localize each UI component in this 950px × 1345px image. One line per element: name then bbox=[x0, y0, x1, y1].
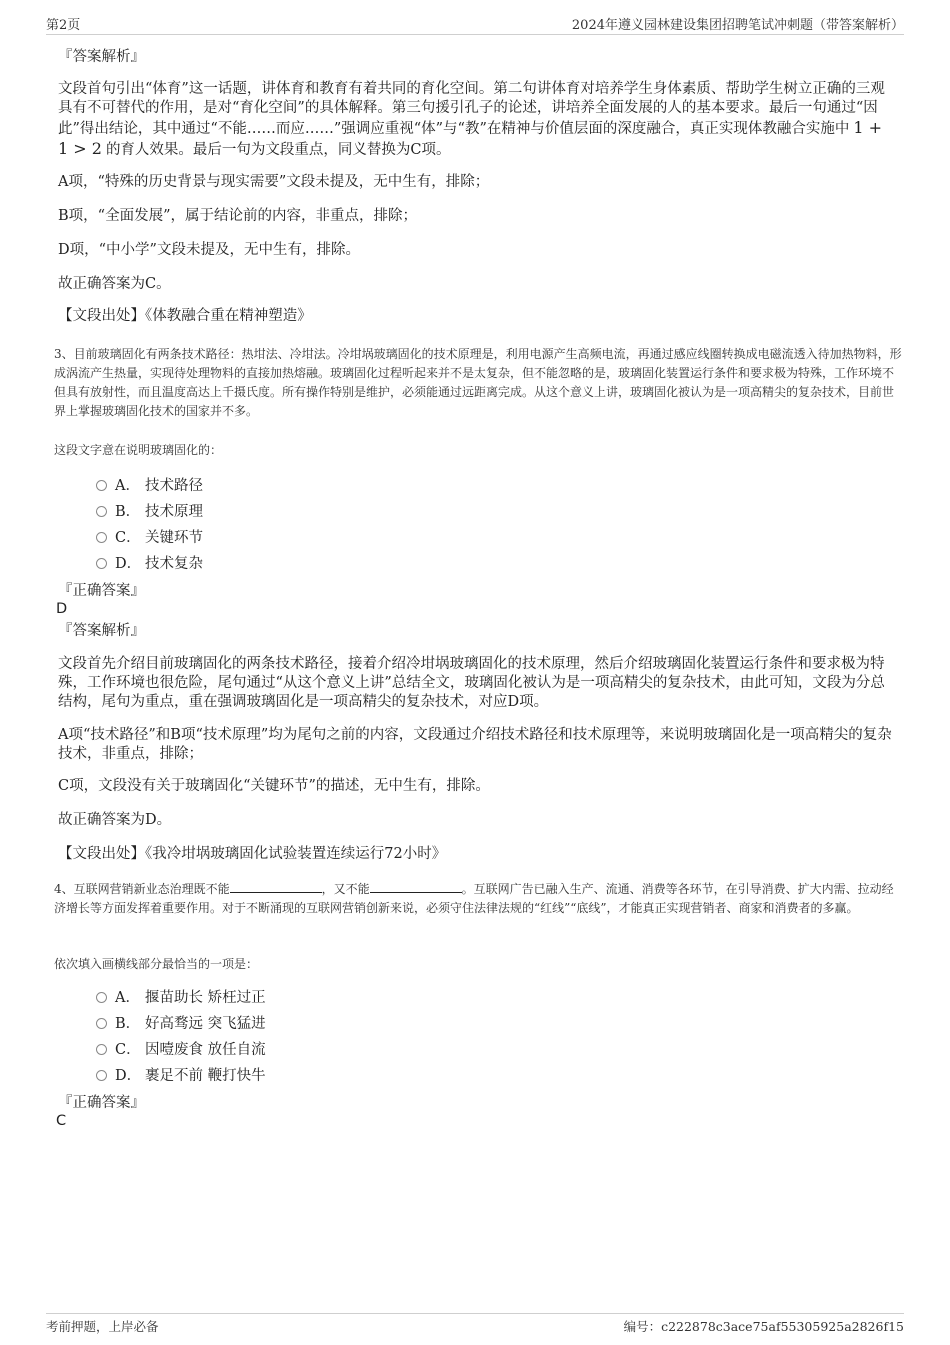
q3-analysis-heading: 『答案解析』 bbox=[58, 623, 145, 639]
radio-icon[interactable] bbox=[96, 558, 107, 569]
option-text: 裹足不前 鞭打快牛 bbox=[145, 1068, 266, 1084]
q4-option-a[interactable] bbox=[96, 988, 266, 1008]
q3-option-b[interactable] bbox=[96, 502, 203, 522]
q3-option-a[interactable] bbox=[96, 476, 203, 496]
q2-conclusion: 故正确答案为C。 bbox=[58, 276, 171, 292]
q2-analysis-heading: 『答案解析』 bbox=[58, 49, 145, 65]
q4-blank-2 bbox=[370, 880, 462, 893]
q3-option-d[interactable] bbox=[96, 554, 203, 574]
q4-answer: C bbox=[56, 1113, 67, 1129]
option-label: A． bbox=[115, 990, 140, 1006]
option-label: B． bbox=[115, 504, 141, 520]
q3-note-ab: A项“技术路径”和B项“技术原理”均为尾句之前的内容，文段通过介绍技术路径和技术原理等，来说明玻璃固化是一项高精尖的复杂技术，非重点，排除； bbox=[58, 727, 892, 762]
q4-blank-1 bbox=[230, 880, 322, 893]
radio-icon[interactable] bbox=[96, 532, 107, 543]
q3-analysis: 文段首先介绍目前玻璃固化的两条技术路径，接着介绍冷坩埚玻璃固化的技术原理，然后介绍玻璃固化装置运行条件和要求极为特殊，工作环境也很危险，尾句通过“从这个意义上讲”总结全文，玻璃固化被认为是一项高精尖的复杂技术，由此可知，文段为分总结构，尾句为重点，重在强调玻璃固化是一项高精尖的复杂技术，对应D项。 bbox=[58, 656, 885, 710]
option-label: C． bbox=[115, 530, 141, 546]
q3-option-c[interactable] bbox=[96, 528, 203, 548]
radio-icon[interactable] bbox=[96, 506, 107, 517]
q3-source: 【文段出处】《我冷坩埚玻璃固化试验装置连续运行72小时》 bbox=[58, 846, 447, 862]
option-label: A． bbox=[115, 478, 140, 494]
document-code: 编号：c222878c3ace75af55305925a2826f15 bbox=[623, 1319, 904, 1334]
q4-stem-part-3: 。互联网广告已融入生产、流通、消费等各环节，在引导消费、扩大内需、拉动经济增长等方面发挥着重要作用。对于不断涌现的互联网营销创新来说，必须守住法律法规的“红线”“底线”，才能真正实现营销者、商家和消费者的多赢。 bbox=[54, 882, 894, 915]
option-text: 技术原理 bbox=[145, 504, 203, 520]
page-number: 第2页 bbox=[46, 18, 81, 33]
option-text: 揠苗助长 矫枉过正 bbox=[145, 990, 266, 1006]
option-text: 技术路径 bbox=[145, 478, 203, 494]
q4-answer-heading: 『正确答案』 bbox=[58, 1095, 145, 1111]
option-label: D． bbox=[115, 1068, 142, 1084]
radio-icon[interactable] bbox=[96, 992, 107, 1003]
option-label: D． bbox=[115, 556, 142, 572]
q2-analysis-text-2: 的育人效果。最后一句为文段重点，同义替换为C项。 bbox=[105, 142, 451, 158]
q2-analysis-math: 1 + 1 > 2 bbox=[58, 118, 883, 158]
option-text: 好高骛远 突飞猛进 bbox=[145, 1016, 266, 1032]
q2-analysis-text-1: 文段首句引出“体育”这一话题，讲体育和教育有着共同的育化空间。第二句讲体育对培养学生身体素质、帮助学生树立正确的三观具有不可替代的作用，是对“育化空间”的具体解释。第三句援引孔子的论述，讲培养全面发展的人的基本要求。最后一句通过“因此”得出结论，其中通过“不能……而应……”强调应重视“体”与“教”在精神与价值层面的深度融合，真正实现体教融合实施中 bbox=[58, 81, 885, 137]
option-label: C． bbox=[115, 1042, 141, 1058]
q4-stem-part-2: ，又不能 bbox=[321, 882, 370, 896]
document-title: 2024年遵义园林建设集团招聘笔试冲刺题（带答案解析） bbox=[571, 18, 904, 33]
page-footer bbox=[46, 1313, 904, 1335]
q4-stem-part-1: 4、互联网营销新业态治理既不能 bbox=[54, 882, 230, 896]
radio-icon[interactable] bbox=[96, 1070, 107, 1081]
page-header bbox=[46, 14, 904, 35]
q2-note-d: D项，“中小学”文段未提及，无中生有，排除。 bbox=[58, 242, 360, 258]
q2-note-b: B项，“全面发展”，属于结论前的内容，非重点，排除； bbox=[58, 208, 417, 224]
q4-option-c[interactable] bbox=[96, 1040, 266, 1060]
q3-conclusion: 故正确答案为D。 bbox=[58, 812, 172, 828]
option-text: 因噎废食 放任自流 bbox=[145, 1042, 266, 1058]
q3-stem: 3、目前玻璃固化有两条技术路径：热坩法、冷坩法。冷坩埚玻璃固化的技术原理是，利用电源产生高频电流，再通过感应线圈转换成电磁流透入待加热物料，形成涡流产生热量，实现待处理物料的直接加热熔融。玻璃固化过程听起来并不是太复杂，但不能忽略的是，玻璃固化装置运行条件和要求极为特殊，工作环境不但具有放射性，而且温度高达上千摄氏度。所有操作特别是维护，必须能通过远距离完成。从这个意义上讲，玻璃固化被认为是一项高精尖的复杂技术，目前世界上掌握玻璃固化技术的国家并不多。 bbox=[54, 347, 902, 418]
radio-icon[interactable] bbox=[96, 1044, 107, 1055]
option-text: 关键环节 bbox=[145, 530, 203, 546]
footer-slogan: 考前押题，上岸必备 bbox=[46, 1319, 159, 1334]
q3-answer: D bbox=[56, 601, 68, 617]
q4-option-d[interactable] bbox=[96, 1066, 266, 1086]
q2-source: 【文段出处】《体教融合重在精神塑造》 bbox=[58, 308, 312, 324]
radio-icon[interactable] bbox=[96, 1018, 107, 1029]
q2-analysis-paragraph bbox=[58, 80, 894, 160]
q3-note-c: C项，文段没有关于玻璃固化“关键环节”的描述，无中生有，排除。 bbox=[58, 778, 490, 794]
q3-prompt: 这段文字意在说明玻璃固化的： bbox=[54, 443, 223, 457]
q4-stem bbox=[54, 880, 904, 918]
q4-option-b[interactable] bbox=[96, 1014, 266, 1034]
option-text: 技术复杂 bbox=[145, 556, 203, 572]
option-label: B． bbox=[115, 1016, 141, 1032]
radio-icon[interactable] bbox=[96, 480, 107, 491]
q2-note-a: A项，“特殊的历史背景与现实需要”文段未提及，无中生有，排除； bbox=[58, 174, 490, 190]
q3-answer-heading: 『正确答案』 bbox=[58, 583, 145, 599]
q4-prompt: 依次填入画横线部分最恰当的一项是： bbox=[54, 957, 259, 971]
